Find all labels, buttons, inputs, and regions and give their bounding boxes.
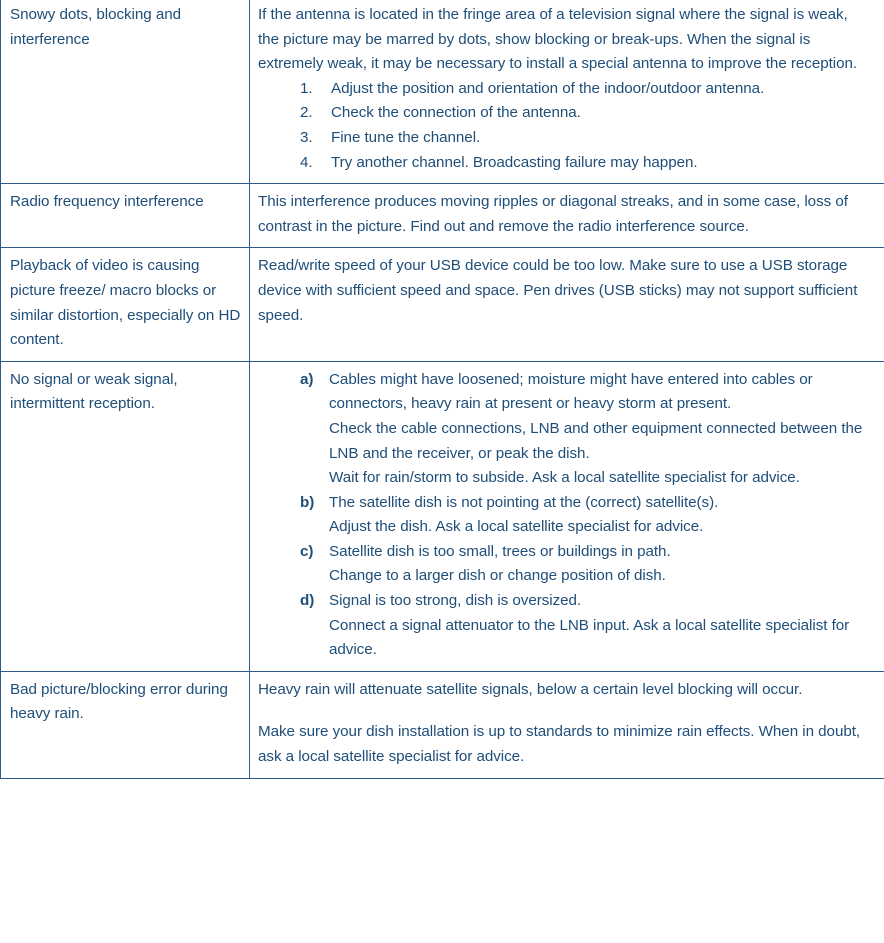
symptom-text: Playback of video is causing picture freeze/ macro blocks or similar distortion, especially on HD content. [10,257,241,349]
symptom-text: No signal or weak signal, intermittent reception. [10,370,178,413]
list-item [258,126,872,151]
list-item-line: Cables might have loosened; moisture might have entered into cables or connectors, heavy rain at present or heavy storm at present. [329,370,813,413]
list-item-line: Change to a larger dish or change position of dish. [329,567,666,585]
list-item-text: Fine tune the channel. [331,128,481,146]
list-marker: a) [300,370,314,388]
remedy-cell [250,248,884,361]
list-item-text: Adjust the position and orientation of the indoor/outdoor antenna. [331,79,765,97]
list-item [258,491,872,540]
table-body [1,0,884,778]
table-row [1,0,884,184]
list-item-line: Check the cable connections, LNB and other equipment connected between the LNB and the receiver, or peak the dish. [329,419,863,462]
remedy-cell [250,0,884,184]
list-item-text: Try another channel. Broadcasting failure may happen. [331,153,698,171]
list-item-line: The satellite dish is not pointing at the (correct) satellite(s). [329,493,719,511]
list-item [258,101,872,126]
symptom-text: Radio frequency interference [10,193,204,211]
list-item-body [329,368,872,491]
table-row [1,361,884,671]
remedy-paragraph: This interference produces moving ripples or diagonal streaks, and in some case, loss of contrast in the picture. Find out and remove the radio interference source. [258,193,848,235]
lettered-list [258,368,872,663]
list-item [258,540,872,589]
list-item-body [329,491,872,540]
numbered-list [258,77,872,175]
list-item-body [329,589,872,663]
list-marker: 1. [300,79,313,97]
remedy-paragraph: Make sure your dish installation is up to standards to minimize rain effects. When in doubt, ask a local satellite specialist for advice. [258,723,861,766]
list-item-line: Connect a signal attenuator to the LNB input. Ask a local satellite specialist for advice. [329,616,850,659]
remedy-paragraph: Read/write speed of your USB device could be too low. Make sure to use a USB storage device with sufficient speed and space. Pen drives (USB sticks) may not support sufficient speed. [258,257,858,324]
table-row [1,184,884,248]
symptom-cell [1,361,250,671]
symptom-cell [1,248,250,361]
remedy-paragraph: If the antenna is located in the fringe area of a television signal where the signal is weak, the picture may be marred by dots, show blocking or break-ups. When the signal is extremely weak, it may be necessary to install a special antenna to improve the reception. [258,6,858,73]
table-row [1,671,884,778]
remedy-cell [250,184,884,248]
list-item-body [329,540,872,589]
list-marker: 2. [300,104,313,122]
remedy-cell [250,361,884,671]
list-item-line: Adjust the dish. Ask a local satellite specialist for advice. [329,518,704,536]
list-item [258,368,872,491]
symptom-text: Bad picture/blocking error during heavy rain. [10,680,228,723]
table-row [1,248,884,361]
list-item [258,151,872,176]
symptom-cell [1,671,250,778]
list-marker: d) [300,592,315,610]
list-marker: b) [300,493,315,511]
list-item [258,77,872,102]
list-item-line: Satellite dish is too small, trees or buildings in path. [329,542,671,560]
remedy-cell [250,671,884,778]
list-item-line: Signal is too strong, dish is oversized. [329,592,582,610]
list-item-line: Wait for rain/storm to subside. Ask a local satellite specialist for advice. [329,469,800,487]
list-item [258,589,872,663]
symptom-cell [1,184,250,248]
remedy-paragraph: Heavy rain will attenuate satellite signals, below a certain level blocking will occur. [258,680,803,698]
list-marker: c) [300,542,314,560]
list-marker: 4. [300,153,313,171]
list-marker: 3. [300,128,313,146]
symptom-cell [1,0,250,184]
symptom-text: Snowy dots, blocking and interference [10,6,182,48]
list-item-text: Check the connection of the antenna. [331,104,581,122]
